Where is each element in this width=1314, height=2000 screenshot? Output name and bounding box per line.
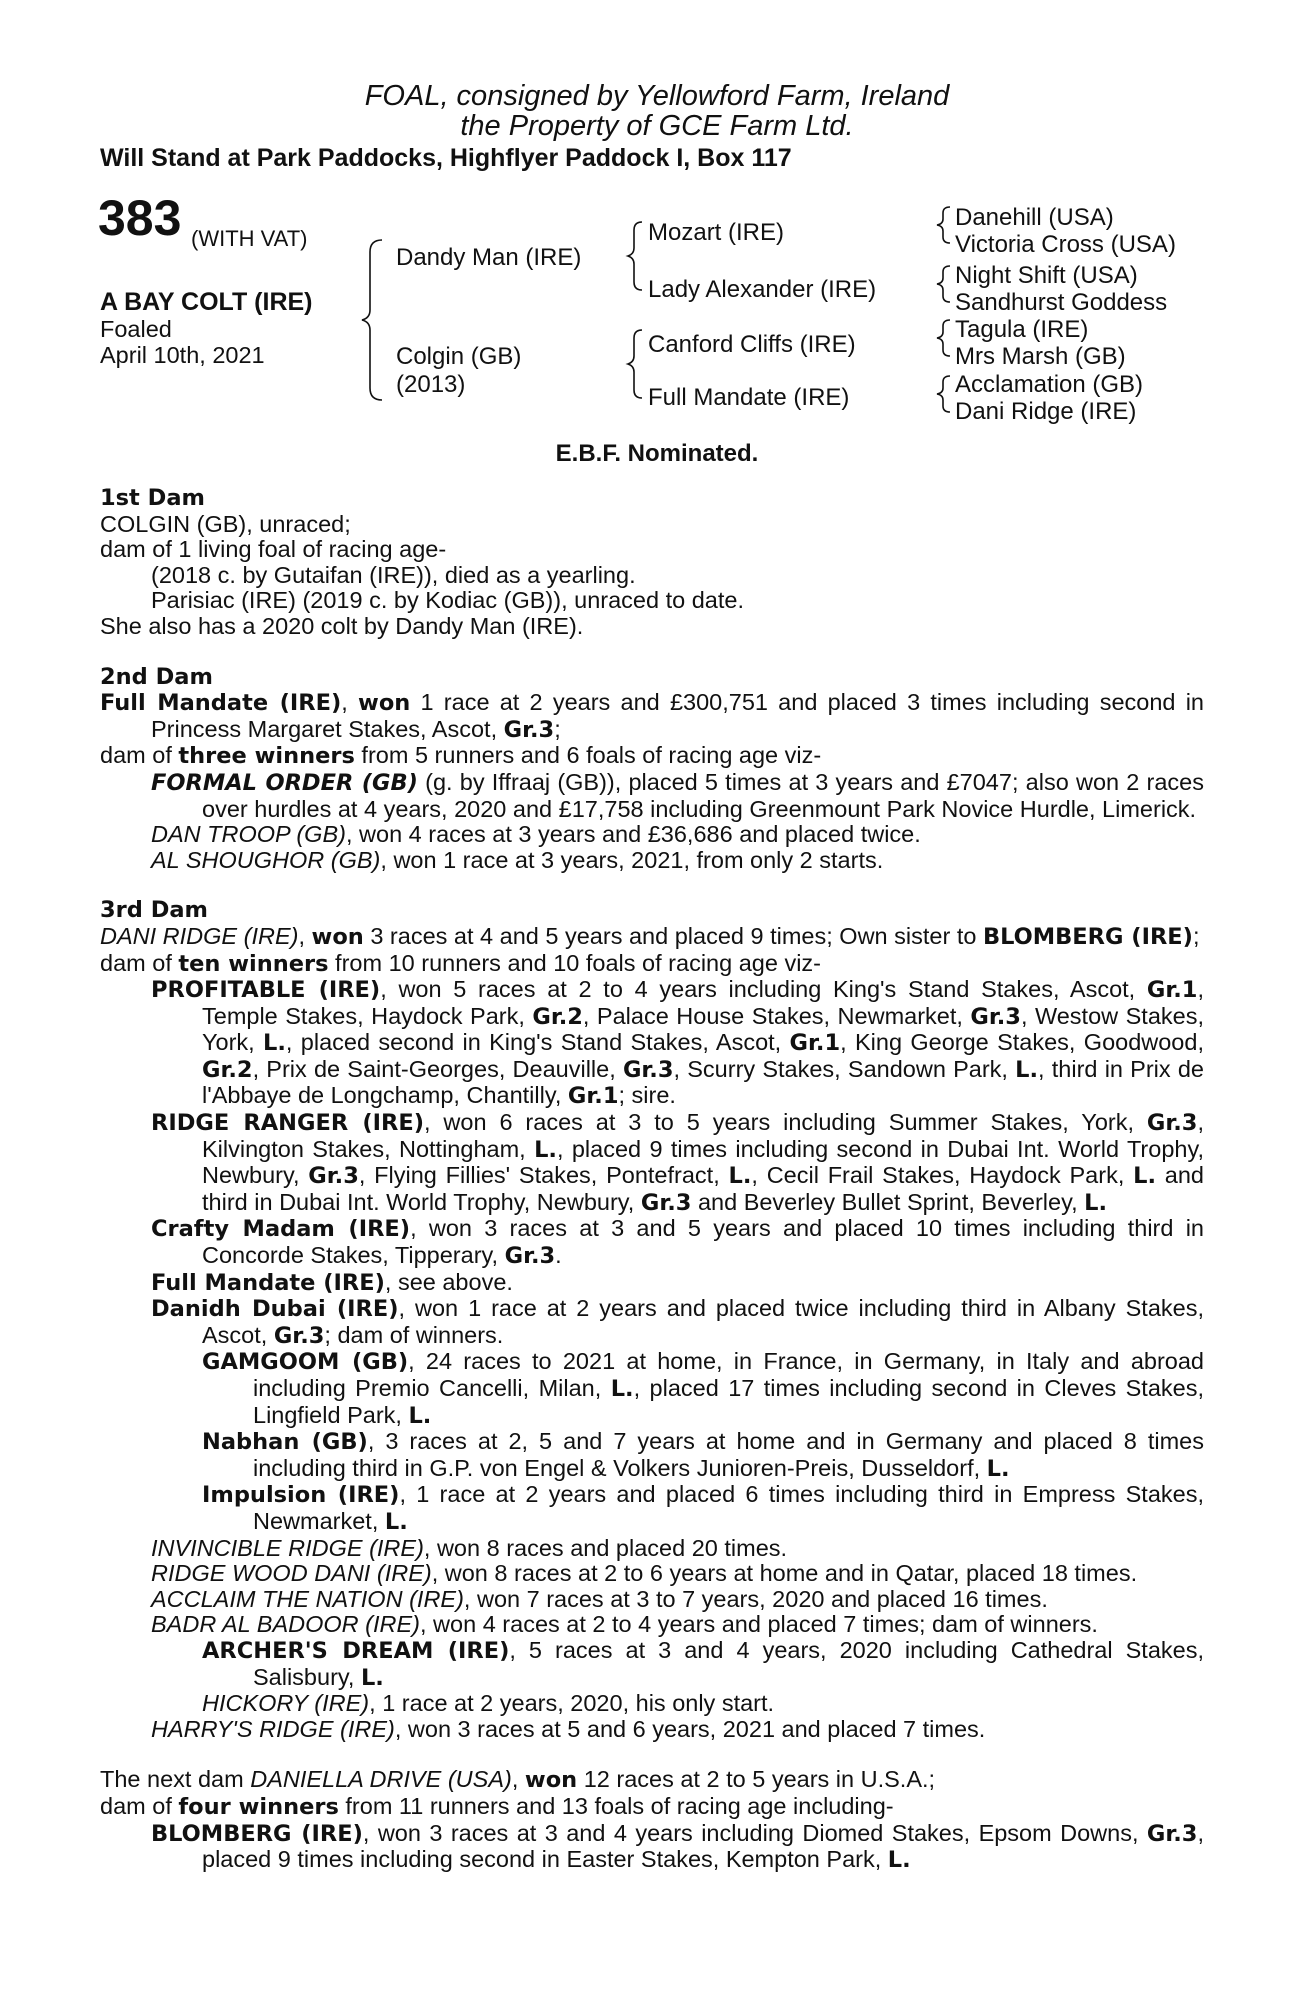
- next-dam-entry: The next dam DANIELLA DRIVE (USA), won 12 races at 2 to 5 years in U.S.A.;: [100, 1766, 936, 1794]
- pedigree-dam-year: (2013): [396, 371, 466, 398]
- first-dam-line: COLGIN (GB), unraced;: [100, 510, 351, 537]
- foaled-label: Foaled: [100, 316, 172, 342]
- next-dam-produce: dam of four winners from 11 runners and 13 foals of racing age including-: [100, 1792, 894, 1820]
- grand-produce-entry: HICKORY (IRE), 1 race at 2 years, 2020, his only start.: [202, 1690, 775, 1717]
- produce-entry: Full Mandate (IRE), see above.: [151, 1268, 513, 1296]
- catalogue-page-body: [100, 486, 1204, 1874]
- first-dam-foal: Parisiac (IRE) (2019 c. by Kodiac (GB)), unraced to date.: [151, 587, 744, 614]
- produce-entry: DAN TROOP (GB), won 4 races at 3 years and £36,686 and placed twice.: [151, 821, 921, 848]
- produce-entry: RIDGE WOOD DANI (IRE), won 8 races at 2 to 6 years at home and in Qatar, placed 18 times.: [151, 1560, 1138, 1587]
- pedigree-dds: Acclamation (GB): [955, 371, 1144, 398]
- produce-entry: BLOMBERG (IRE), won 3 races at 3 and 4 years including Diomed Stakes, Epsom Downs, Gr.3, placed 9 times including second in Easter Stakes, Kempton Park, L.: [151, 1819, 1204, 1874]
- first-dam-foal: (2018 c. by Gutaifan (IRE)), died as a yearling.: [151, 561, 636, 588]
- lot-title: A BAY COLT (IRE): [100, 288, 313, 316]
- second-dam-heading: 2nd Dam: [100, 663, 213, 690]
- produce-entry: ACCLAIM THE NATION (IRE), won 7 races at 3 to 7 years, 2020 and placed 16 times.: [151, 1585, 1048, 1612]
- produce-entry: Crafty Madam (IRE), won 3 races at 3 and 5 years and placed 10 times including third in Concorde Stakes, Tipperary, Gr.3.: [151, 1215, 1204, 1270]
- pedigree-sire: Dandy Man (IRE): [396, 244, 582, 271]
- produce-entry: FORMAL ORDER (GB) (g. by Iffraaj (GB)), placed 5 times at 3 years and £7047; also won 2 races over hurdles at 4 years, 2020 and £17,758 including Greenmount Park Novice Hurdle, Limerick.: [151, 768, 1204, 822]
- pedigree-ssd: Victoria Cross (USA): [955, 231, 1176, 258]
- produce-entry: PROFITABLE (IRE), won 5 races at 2 to 4 years including King's Stand Stakes, Ascot, Gr.1, Temple Stakes, Haydock Park, Gr.2, Palace House Stakes, Newmarket, Gr.3, Westow Stakes, York, L., placed second in King's Stand Stakes, Ascot, Gr.1, King George Stakes, Goodwood, Gr.2, Prix de Saint-Georges, Deauville, Gr.3, Scurry Stakes, Sandown Park, L., third in Prix de l'Abbaye de Longchamp, Chantilly, Gr.1; sire.: [151, 976, 1204, 1110]
- grand-produce-entry: Impulsion (IRE), 1 race at 2 years and placed 6 times including third in Empress Stakes, Newmarket, L.: [202, 1481, 1204, 1535]
- vat-note: (WITH VAT): [191, 226, 308, 251]
- third-dam-produce: dam of ten winners from 10 runners and 10 foals of racing age viz-: [100, 949, 821, 977]
- pedigree-sds: Night Shift (USA): [955, 262, 1138, 289]
- produce-entry: RIDGE RANGER (IRE), won 6 races at 3 to 5 years including Summer Stakes, York, Gr.3, Kilvington Stakes, Nottingham, L., placed 9 times including second in Dubai Int. World Trophy, Newbury, Gr.3, Flying Fillies' Stakes, Pontefract, L., Cecil Frail Stakes, Haydock Park, L. and third in Dubai Int. World Trophy, Newbury, Gr.3 and Beverley Bullet Sprint, Beverley, L.: [151, 1109, 1204, 1216]
- grand-produce-entry: GAMGOOM (GB), 24 races to 2021 at home, in France, in Germany, in Italy and abroad including Premio Cancelli, Milan, L., placed 17 times including second in Cleves Stakes, Lingfield Park, L.: [202, 1348, 1205, 1429]
- catalogue-header-location: Will Stand at Park Paddocks, Highflyer Paddock I, Box 117: [100, 144, 792, 172]
- produce-entry: Danidh Dubai (IRE), won 1 race at 2 years and placed twice including third in Albany Stakes, Ascot, Gr.3; dam of winners.: [151, 1295, 1204, 1349]
- lot-number: 383: [98, 190, 182, 246]
- produce-entry: HARRY'S RIDGE (IRE), won 3 races at 5 and 6 years, 2021 and placed 7 times.: [151, 1715, 986, 1742]
- pedigree-dam-sire: Canford Cliffs (IRE): [648, 331, 856, 358]
- grand-produce-entry: ARCHER'S DREAM (IRE), 5 races at 3 and 4 years, 2020 including Cathedral Stakes, Salisbury, L.: [202, 1636, 1204, 1691]
- pedigree-sire-dam: Lady Alexander (IRE): [648, 276, 877, 303]
- brace-dam-line: [628, 330, 642, 398]
- produce-entry: INVINCIBLE RIDGE (IRE), won 8 races and placed 20 times.: [151, 1534, 788, 1561]
- catalogue-header-consignor: FOAL, consigned by Yellowford Farm, Ireland: [364, 80, 950, 112]
- pedigree-dam-dam: Full Mandate (IRE): [648, 384, 850, 411]
- pedigree-dsd: Mrs Marsh (GB): [955, 343, 1126, 370]
- grand-produce-entry: Nabhan (GB), 3 races at 2, 5 and 7 years at home and in Germany and placed 8 times including third in G.P. von Engel & Volkers Junioren-Preis, Dusseldorf, L.: [202, 1428, 1204, 1482]
- pedigree-sdd: Sandhurst Goddess: [955, 289, 1168, 316]
- ebf-nomination: E.B.F. Nominated.: [555, 440, 759, 467]
- brace-sire-dam: [362, 240, 382, 400]
- first-dam-line: She also has a 2020 colt by Dandy Man (IRE).: [100, 612, 584, 639]
- second-dam-produce: dam of three winners from 5 runners and 6 foals of racing age viz-: [100, 742, 822, 770]
- pedigree-sss: Danehill (USA): [955, 204, 1114, 231]
- pedigree-sire-sire: Mozart (IRE): [648, 219, 785, 246]
- brace-sire-line: [628, 222, 642, 290]
- produce-entry: BADR AL BADOOR (IRE), won 4 races at 2 to 4 years and placed 7 times; dam of winners.: [151, 1611, 1098, 1638]
- foaled-date: April 10th, 2021: [100, 342, 265, 368]
- pedigree-dam: Colgin (GB): [396, 343, 522, 370]
- produce-entry: AL SHOUGHOR (GB), won 1 race at 3 years, 2021, from only 2 starts.: [151, 846, 884, 873]
- third-dam-heading: 3rd Dam: [100, 897, 208, 924]
- catalogue-header-property: the Property of GCE Farm Ltd.: [460, 110, 854, 142]
- first-dam-heading: 1st Dam: [100, 485, 205, 511]
- pedigree-dss: Tagula (IRE): [955, 316, 1089, 343]
- second-dam-entry: Full Mandate (IRE), won 1 race at 2 years and £300,751 and placed 3 times including second in Princess Margaret Stakes, Ascot, Gr.3;: [100, 689, 1204, 743]
- pedigree-ddd: Dani Ridge (IRE): [955, 398, 1137, 425]
- third-dam-entry: DANI RIDGE (IRE), won 3 races at 4 and 5 years and placed 9 times; Own sister to BLOMBERG (IRE);: [100, 922, 1200, 950]
- first-dam-line: dam of 1 living foal of racing age-: [100, 536, 447, 563]
